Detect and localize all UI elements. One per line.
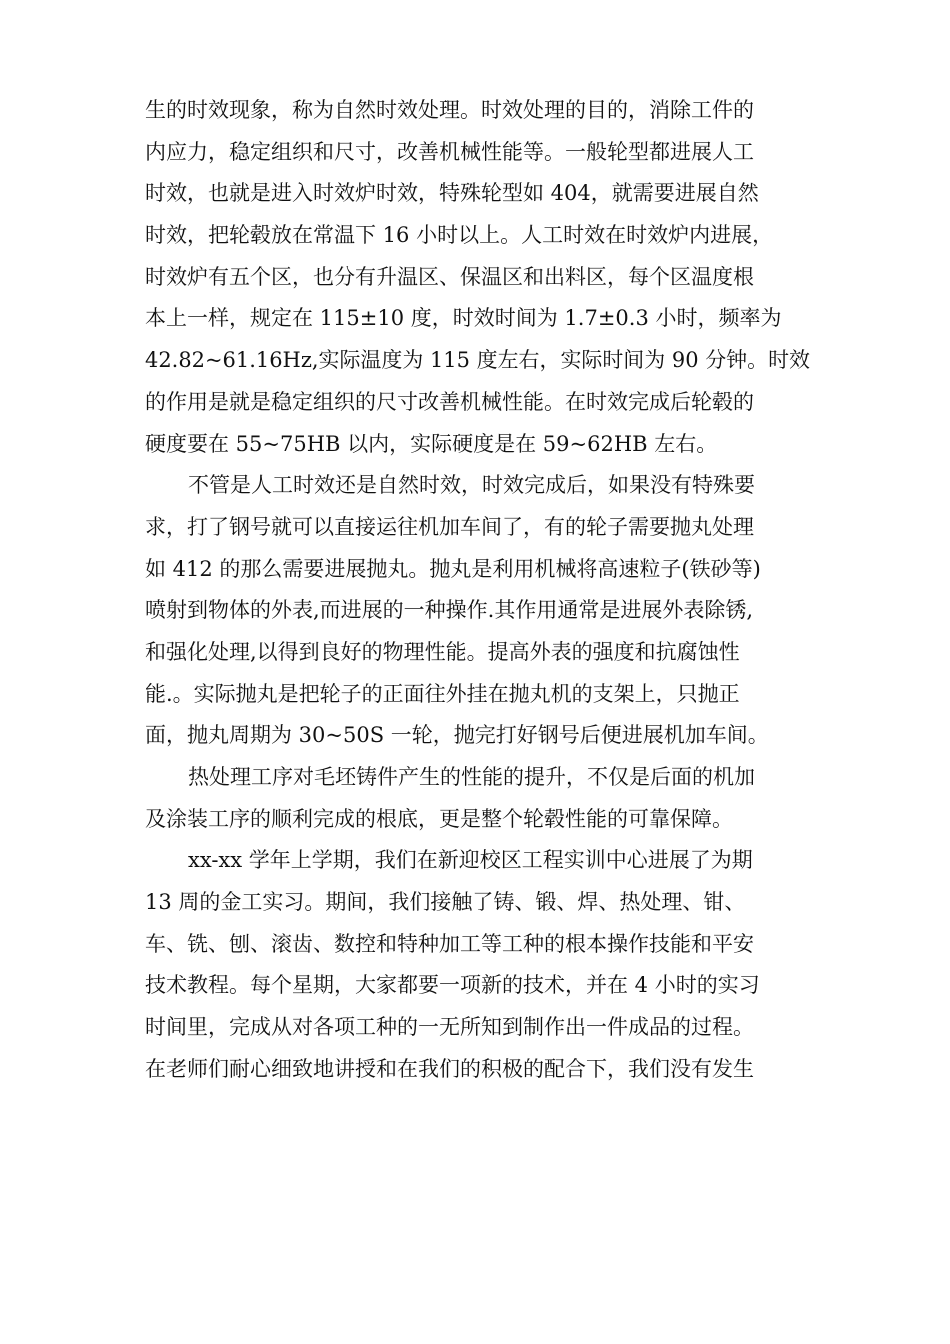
text-line: 时效，把轮毂放在常温下 16 小时以上。人工时效在时效炉内进展， <box>145 223 774 248</box>
text-line: 的作用是就是稳定组织的尺寸改善机械性能。在时效完成后轮毂的 <box>145 389 754 414</box>
text-line: 及涂装工序的顺利完成的根底，更是整个轮毂性能的可靠保障。 <box>145 806 733 831</box>
text-line: 面，抛丸周期为 30~50S 一轮，抛完打好钢号后便进展机加车间。 <box>145 723 769 748</box>
text-line: 求，打了钢号就可以直接运往机加车间了，有的轮子需要抛丸处理 <box>145 514 754 539</box>
text-line: 能.。实际抛丸是把轮子的正面往外挂在抛丸机的支架上，只抛正 <box>145 681 740 706</box>
body-text <box>145 90 810 1091</box>
text-line: 热处理工序对毛坯铸件产生的性能的提升，不仅是后面的机加 <box>188 765 755 789</box>
text-line: 时效炉有五个区，也分有升温区、保温区和出料区，每个区温度根 <box>145 264 754 289</box>
text-line: 硬度要在 55~75HB 以内，实际硬度是在 59~62HB 左右。 <box>145 431 718 456</box>
text-line: 和强化处理,以得到良好的物理性能。提高外表的强度和抗腐蚀性 <box>145 639 740 664</box>
text-line: 生的时效现象，称为自然时效处理。时效处理的目的，消除工件的 <box>145 98 754 122</box>
text-line: 13 周的金工实习。期间，我们接触了铸、锻、焊、热处理、钳、 <box>145 890 746 915</box>
text-line: 在老师们耐心细致地讲授和在我们的积极的配合下，我们没有发生 <box>145 1056 754 1081</box>
text-line: 技术教程。每个星期，大家都要一项新的技术，并在 4 小时的实习 <box>145 973 760 998</box>
text-line: 车、铣、刨、滚齿、数控和特种加工等工种的根本操作技能和平安 <box>145 931 754 956</box>
text-line: 时间里，完成从对各项工种的一无所知到制作出一件成品的过程。 <box>145 1015 754 1040</box>
text-line: 不管是人工时效还是自然时效，时效完成后，如果没有特殊要 <box>188 473 755 498</box>
text-line: 42.82~61.16Hz,实际温度为 115 度左右，实际时间为 90 分钟。时效 <box>145 348 810 373</box>
text-line: 喷射到物体的外表,而进展的一种操作.其作用通常是进展外表除锈, <box>145 598 754 623</box>
text-line: 如 412 的那么需要进展抛丸。抛丸是利用机械将高速粒子(铁砂等) <box>145 556 761 581</box>
text-line: 时效，也就是进入时效炉时效，特殊轮型如 404，就需要进展自然 <box>145 181 759 206</box>
text-line: xx-xx 学年上学期，我们在新迎校区工程实训中心进展了为期 <box>188 848 753 873</box>
text-line: 本上一样，规定在 115±10 度，时效时间为 1.7±0.3 小时，频率为 <box>145 306 782 331</box>
text-line: 内应力，稳定组织和尺寸，改善机械性能等。一般轮型都进展人工 <box>145 139 754 164</box>
